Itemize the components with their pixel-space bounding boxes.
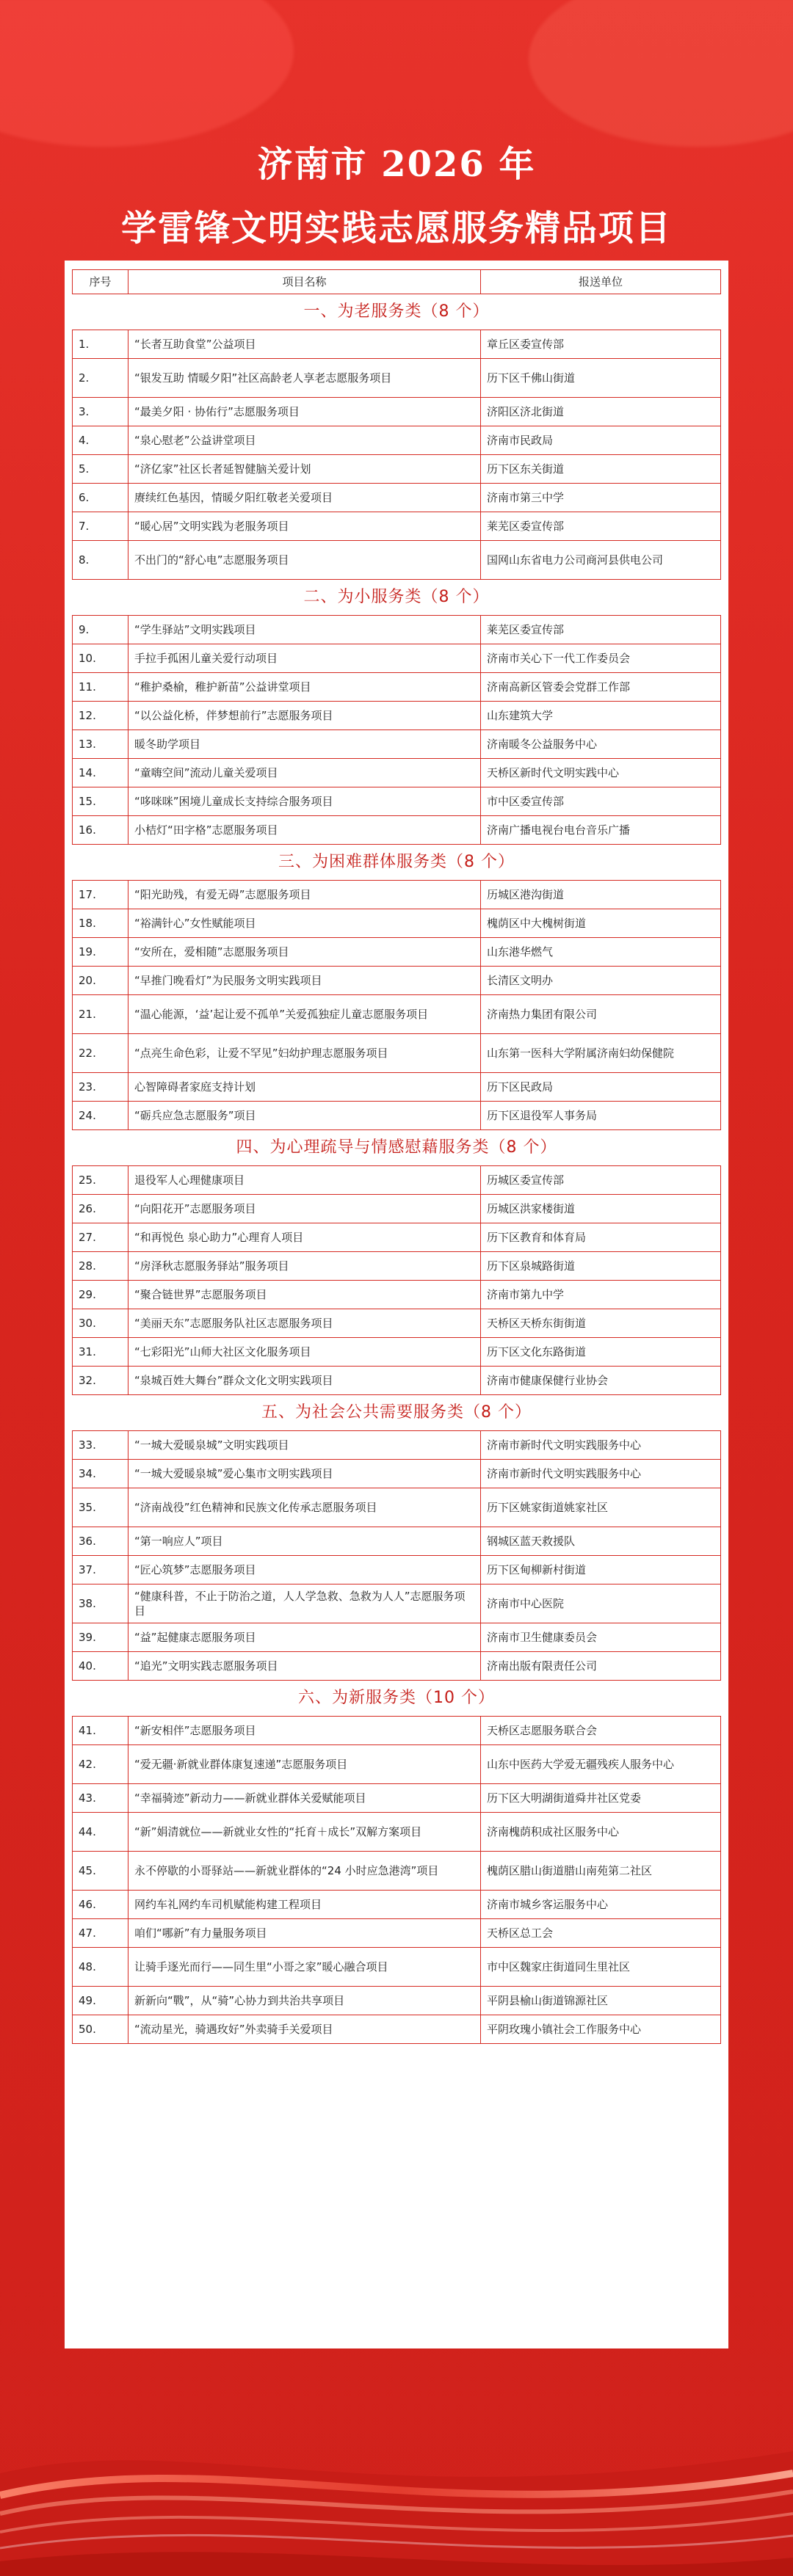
row-number: 24. [73, 1102, 128, 1130]
row-project-name: 手拉手孤困儿童关爱行动项目 [128, 644, 481, 673]
row-number: 9. [73, 616, 128, 644]
row-unit: 济南市健康保健行业协会 [481, 1367, 721, 1395]
row-number: 11. [73, 673, 128, 702]
row-project-name: “安所在，爱相随”志愿服务项目 [128, 938, 481, 967]
table-row [73, 1717, 721, 1745]
row-unit: 历下区民政局 [481, 1073, 721, 1102]
row-unit: 历下区大明湖街道舜井社区党委 [481, 1784, 721, 1813]
row-unit: 市中区委宣传部 [481, 787, 721, 816]
row-unit: 济南市城乡客运服务中心 [481, 1891, 721, 1919]
row-unit: 槐荫区中大槐树街道 [481, 909, 721, 938]
row-project-name: 永不停歇的小哥驿站——新就业群体的“24 小时应急港湾”项目 [128, 1852, 481, 1891]
table-row [73, 1745, 721, 1784]
row-unit: 济南出版有限责任公司 [481, 1652, 721, 1681]
row-number: 13. [73, 730, 128, 759]
row-project-name: 退役军人心理健康项目 [128, 1166, 481, 1195]
row-number: 15. [73, 787, 128, 816]
table-row [73, 1166, 721, 1195]
row-unit: 章丘区委宣传部 [481, 330, 721, 359]
project-table-panel [65, 261, 728, 2348]
table-row [73, 1338, 721, 1367]
row-unit: 济南市民政局 [481, 426, 721, 455]
row-unit: 济南市新时代文明实践服务中心 [481, 1431, 721, 1460]
table-header-row [73, 270, 721, 294]
row-number: 42. [73, 1745, 128, 1784]
row-unit: 历下区教育和体育局 [481, 1223, 721, 1252]
row-number: 27. [73, 1223, 128, 1252]
row-number: 28. [73, 1252, 128, 1281]
row-number: 46. [73, 1891, 128, 1919]
row-project-name: “温心能源，‘益’起让爱不孤单”关爱孤独症儿童志愿服务项目 [128, 995, 481, 1034]
row-unit: 长清区文明办 [481, 967, 721, 995]
table-row [73, 1852, 721, 1891]
table-row [73, 359, 721, 398]
row-unit: 济南市新时代文明实践服务中心 [481, 1460, 721, 1488]
row-number: 4. [73, 426, 128, 455]
row-unit: 莱芜区委宣传部 [481, 512, 721, 541]
table-row [73, 909, 721, 938]
row-number: 35. [73, 1488, 128, 1527]
row-unit: 山东第一医科大学附属济南妇幼保健院 [481, 1034, 721, 1073]
section-title: 二、为小服务类（8 个） [73, 580, 721, 616]
row-project-name: 让骑手逐光而行——同生里“小哥之家”暖心融合项目 [128, 1948, 481, 1987]
project-table [72, 269, 721, 2044]
row-project-name: “暖心居”文明实践为老服务项目 [128, 512, 481, 541]
header-name: 项目名称 [128, 270, 481, 294]
row-project-name: “学生驿站”文明实践项目 [128, 616, 481, 644]
row-number: 39. [73, 1623, 128, 1652]
row-unit: 天桥区志愿服务联合会 [481, 1717, 721, 1745]
row-project-name: “和再悦色 泉心助力”心理育人项目 [128, 1223, 481, 1252]
row-project-name: “泉城百姓大舞台”群众文化文明实践项目 [128, 1367, 481, 1395]
background-glow [0, 0, 294, 147]
row-unit: 历下区退役军人事务局 [481, 1102, 721, 1130]
row-project-name: “健康科普，不止于防治之道，人人学急救、急救为人人”志愿服务项目 [128, 1584, 481, 1623]
row-number: 5. [73, 455, 128, 484]
row-unit: 山东港华燃气 [481, 938, 721, 967]
row-project-name: “泉心慰老”公益讲堂项目 [128, 426, 481, 455]
table-row [73, 1919, 721, 1948]
table-row [73, 1652, 721, 1681]
row-number: 22. [73, 1034, 128, 1073]
table-row [73, 1431, 721, 1460]
table-row [73, 1527, 721, 1556]
row-number: 38. [73, 1584, 128, 1623]
table-row [73, 1195, 721, 1223]
table-row [73, 330, 721, 359]
table-row [73, 967, 721, 995]
row-number: 47. [73, 1919, 128, 1948]
row-number: 36. [73, 1527, 128, 1556]
row-unit: 济南市关心下一代工作委员会 [481, 644, 721, 673]
row-number: 26. [73, 1195, 128, 1223]
section-heading-row [73, 294, 721, 330]
table-row [73, 484, 721, 512]
row-unit: 市中区魏家庄街道同生里社区 [481, 1948, 721, 1987]
table-row [73, 2015, 721, 2044]
table-row [73, 1367, 721, 1395]
table-row [73, 398, 721, 426]
row-number: 41. [73, 1717, 128, 1745]
row-unit: 平阴县榆山街道锦源社区 [481, 1987, 721, 2015]
row-project-name: “稚护桑榆，稚护新苗”公益讲堂项目 [128, 673, 481, 702]
row-number: 1. [73, 330, 128, 359]
table-row [73, 1784, 721, 1813]
row-number: 17. [73, 881, 128, 909]
table-row [73, 1281, 721, 1309]
row-number: 2. [73, 359, 128, 398]
row-project-name: “阳光助残，有爱无碍”志愿服务项目 [128, 881, 481, 909]
row-project-name: “银发互助 情暖夕阳”社区高龄老人享老志愿服务项目 [128, 359, 481, 398]
table-row [73, 1488, 721, 1527]
row-project-name: “第一响应人”项目 [128, 1527, 481, 1556]
row-project-name: “最美夕阳 · 协佑行”志愿服务项目 [128, 398, 481, 426]
row-number: 33. [73, 1431, 128, 1460]
row-number: 20. [73, 967, 128, 995]
table-row [73, 1948, 721, 1987]
table-row [73, 541, 721, 580]
table-row [73, 1891, 721, 1919]
header-no: 序号 [73, 270, 128, 294]
row-project-name: “济亿家”社区长者延智健脑关爱计划 [128, 455, 481, 484]
row-project-name: 暖冬助学项目 [128, 730, 481, 759]
row-unit: 天桥区天桥东街街道 [481, 1309, 721, 1338]
row-number: 14. [73, 759, 128, 787]
row-unit: 历下区姚家街道姚家社区 [481, 1488, 721, 1527]
row-number: 6. [73, 484, 128, 512]
row-project-name: 心智障碍者家庭支持计划 [128, 1073, 481, 1102]
row-unit: 历下区文化东路街道 [481, 1338, 721, 1367]
row-number: 16. [73, 816, 128, 845]
row-unit: 槐荫区腊山街道腊山南苑第二社区 [481, 1852, 721, 1891]
table-row [73, 616, 721, 644]
row-unit: 济南高新区管委会党群工作部 [481, 673, 721, 702]
table-row [73, 816, 721, 845]
row-project-name: “长者互助食堂”公益项目 [128, 330, 481, 359]
row-number: 43. [73, 1784, 128, 1813]
table-row [73, 938, 721, 967]
row-project-name: “流动星光，骑遇玫好”外卖骑手关爱项目 [128, 2015, 481, 2044]
row-unit: 济南市第九中学 [481, 1281, 721, 1309]
table-row [73, 512, 721, 541]
section-heading-row [73, 845, 721, 881]
table-row [73, 1073, 721, 1102]
row-project-name: “益”起健康志愿服务项目 [128, 1623, 481, 1652]
row-project-name: “七彩阳光”山师大社区文化服务项目 [128, 1338, 481, 1367]
section-heading-row [73, 1395, 721, 1431]
row-project-name: “裕满针心”女性赋能项目 [128, 909, 481, 938]
row-project-name: “早推门晚看灯”为民服务文明实践项目 [128, 967, 481, 995]
table-row [73, 644, 721, 673]
row-unit: 历下区东关街道 [481, 455, 721, 484]
table-body [73, 294, 721, 2044]
row-number: 10. [73, 644, 128, 673]
row-project-name: “新安相伴”志愿服务项目 [128, 1717, 481, 1745]
row-number: 37. [73, 1556, 128, 1584]
section-title: 一、为老服务类（8 个） [73, 294, 721, 330]
section-title: 三、为困难群体服务类（8 个） [73, 845, 721, 881]
header-unit: 报送单位 [481, 270, 721, 294]
table-row [73, 759, 721, 787]
row-project-name: “爱无疆·新就业群体康复速递”志愿服务项目 [128, 1745, 481, 1784]
row-number: 32. [73, 1367, 128, 1395]
table-row [73, 1460, 721, 1488]
row-unit: 天桥区总工会 [481, 1919, 721, 1948]
row-number: 12. [73, 702, 128, 730]
table-row [73, 426, 721, 455]
row-unit: 历城区洪家楼街道 [481, 1195, 721, 1223]
row-unit: 济南槐荫积成社区服务中心 [481, 1813, 721, 1852]
row-unit: 历城区港沟街道 [481, 881, 721, 909]
table-row [73, 881, 721, 909]
row-unit: 济南市中心医院 [481, 1584, 721, 1623]
section-title: 四、为心理疏导与情感慰藉服务类（8 个） [73, 1130, 721, 1166]
row-number: 8. [73, 541, 128, 580]
table-row [73, 1034, 721, 1073]
section-heading-row [73, 1130, 721, 1166]
row-project-name: “聚合链世界”志愿服务项目 [128, 1281, 481, 1309]
row-project-name: 咱们“哪新”有力量服务项目 [128, 1919, 481, 1948]
row-unit: 济南市第三中学 [481, 484, 721, 512]
row-unit: 历下区甸柳新村街道 [481, 1556, 721, 1584]
row-project-name: “哆咪咪”困境儿童成长支持综合服务项目 [128, 787, 481, 816]
row-unit: 国网山东省电力公司商河县供电公司 [481, 541, 721, 580]
table-row [73, 1102, 721, 1130]
row-project-name: 不出门的“舒心电”志愿服务项目 [128, 541, 481, 580]
title-year: 济南市 2026 年 [257, 144, 536, 185]
row-number: 48. [73, 1948, 128, 1987]
row-project-name: “向阳花开”志愿服务项目 [128, 1195, 481, 1223]
table-row [73, 1556, 721, 1584]
table-row [73, 995, 721, 1034]
row-number: 50. [73, 2015, 128, 2044]
row-unit: 山东中医药大学爱无疆残疾人服务中心 [481, 1745, 721, 1784]
row-unit: 山东建筑大学 [481, 702, 721, 730]
row-project-name: 新新向“戰”，从“骑”心协力到共治共享项目 [128, 1987, 481, 2015]
row-project-name: 小桔灯“田字格”志愿服务项目 [128, 816, 481, 845]
row-number: 7. [73, 512, 128, 541]
table-row [73, 1813, 721, 1852]
row-project-name: “匠心筑梦”志愿服务项目 [128, 1556, 481, 1584]
decorative-footer-waves [0, 2348, 793, 2576]
table-row [73, 455, 721, 484]
table-row [73, 1309, 721, 1338]
row-number: 49. [73, 1987, 128, 2015]
row-project-name: 赓续红色基因，情暖夕阳红敬老关爱项目 [128, 484, 481, 512]
row-number: 31. [73, 1338, 128, 1367]
table-row [73, 1223, 721, 1252]
row-number: 30. [73, 1309, 128, 1338]
row-unit: 莱芜区委宣传部 [481, 616, 721, 644]
row-unit: 济南暖冬公益服务中心 [481, 730, 721, 759]
row-number: 19. [73, 938, 128, 967]
table-row [73, 787, 721, 816]
row-number: 34. [73, 1460, 128, 1488]
row-unit: 历下区泉城路街道 [481, 1252, 721, 1281]
table-row [73, 1623, 721, 1652]
row-project-name: “追光”文明实践志愿服务项目 [128, 1652, 481, 1681]
row-number: 40. [73, 1652, 128, 1681]
section-title: 五、为社会公共需要服务类（8 个） [73, 1395, 721, 1431]
row-unit: 历城区委宣传部 [481, 1166, 721, 1195]
background-glow [529, 0, 793, 147]
row-project-name: “一城大爱暖泉城”爱心集市文明实践项目 [128, 1460, 481, 1488]
row-number: 29. [73, 1281, 128, 1309]
row-project-name: “以公益化桥，伴梦想前行”志愿服务项目 [128, 702, 481, 730]
row-number: 21. [73, 995, 128, 1034]
row-project-name: “新”娟清就位——新就业女性的“托育＋成长”双解方案项目 [128, 1813, 481, 1852]
row-number: 44. [73, 1813, 128, 1852]
row-number: 45. [73, 1852, 128, 1891]
row-unit: 天桥区新时代文明实践中心 [481, 759, 721, 787]
row-project-name: “一城大爱暖泉城”文明实践项目 [128, 1431, 481, 1460]
row-project-name: “点亮生命色彩，让爱不罕见”妇幼护理志愿服务项目 [128, 1034, 481, 1073]
table-row [73, 730, 721, 759]
section-heading-row [73, 580, 721, 616]
section-heading-row [73, 1681, 721, 1717]
table-row [73, 1252, 721, 1281]
section-title: 六、为新服务类（10 个） [73, 1681, 721, 1717]
row-project-name: “童嗨空间”流动儿童关爱项目 [128, 759, 481, 787]
row-number: 18. [73, 909, 128, 938]
table-row [73, 673, 721, 702]
row-number: 23. [73, 1073, 128, 1102]
row-number: 3. [73, 398, 128, 426]
row-project-name: “济南战役”红色精神和民族文化传承志愿服务项目 [128, 1488, 481, 1527]
row-unit: 济阳区济北街道 [481, 398, 721, 426]
row-number: 25. [73, 1166, 128, 1195]
row-unit: 济南广播电视台电台音乐广播 [481, 816, 721, 845]
row-project-name: “美丽天东”志愿服务队社区志愿服务项目 [128, 1309, 481, 1338]
title-main: 学雷锋文明实践志愿服务精品项目 [120, 208, 672, 249]
table-row [73, 1584, 721, 1623]
row-unit: 钢城区蓝天救援队 [481, 1527, 721, 1556]
row-project-name: “幸福骑迹”新动力——新就业群体关爱赋能项目 [128, 1784, 481, 1813]
row-unit: 历下区千佛山街道 [481, 359, 721, 398]
row-project-name: “砺兵应急志愿服务”项目 [128, 1102, 481, 1130]
row-project-name: “房泽秋志愿服务驿站”服务项目 [128, 1252, 481, 1281]
row-unit: 济南热力集团有限公司 [481, 995, 721, 1034]
table-row [73, 702, 721, 730]
table-row [73, 1987, 721, 2015]
title-block [0, 136, 793, 250]
row-unit: 平阴玫瑰小镇社会工作服务中心 [481, 2015, 721, 2044]
row-unit: 济南市卫生健康委员会 [481, 1623, 721, 1652]
row-project-name: 网约车礼网约车司机赋能构建工程项目 [128, 1891, 481, 1919]
